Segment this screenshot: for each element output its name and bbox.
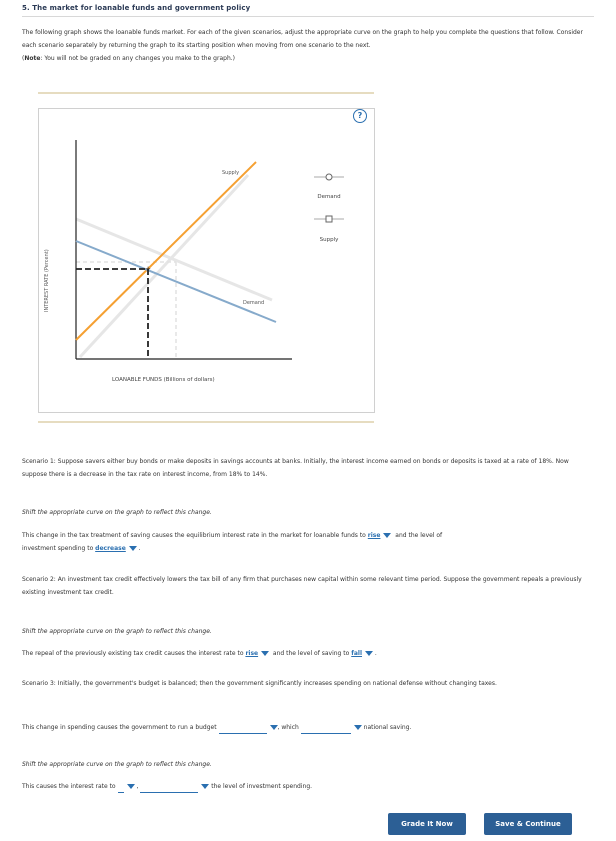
- s3-q1-part1: This change in spending causes the government to run a budget: [22, 724, 217, 731]
- scenario1-instruction: Shift the appropriate curve on the graph to reflect this change.: [22, 509, 212, 516]
- s1-investment-dropdown[interactable]: decrease: [95, 545, 126, 552]
- s3-q2-part1: This causes the interest rate to: [22, 783, 116, 790]
- scenario2-instruction: Shift the appropriate curve on the graph to reflect this change.: [22, 628, 212, 635]
- note-text: You will not be graded on any changes you make to the graph.: [44, 55, 233, 62]
- s3-q1-part2: , which: [277, 724, 299, 731]
- chevron-down-icon[interactable]: [127, 784, 135, 789]
- supply-shadow-line: [80, 175, 248, 357]
- scenario3-question1: [22, 721, 594, 734]
- circle-marker-icon[interactable]: [326, 174, 332, 180]
- note-label: Note: [24, 55, 41, 62]
- s3-q1-part3: national saving.: [363, 724, 412, 731]
- demand-shadow-line: [76, 219, 272, 300]
- help-icon[interactable]: ?: [353, 109, 367, 123]
- grade-it-now-button[interactable]: Grade It Now: [388, 813, 466, 835]
- s3-rate-dropdown[interactable]: [118, 784, 124, 793]
- square-marker-icon[interactable]: [326, 216, 332, 222]
- chevron-down-icon[interactable]: [261, 651, 269, 656]
- s1-q-part2: and the level of: [395, 532, 443, 539]
- scenario1-text: Scenario 1: Suppose savers either buy bonds or make deposits in savings accounts at banks. Initially, the interest income earned on bonds or deposits is taxed at a rate of 18%. Now suppose there is a decrease in the tax rate on interest income, from 18% to 14%.: [22, 458, 569, 478]
- s3-budget-dropdown[interactable]: [219, 725, 267, 734]
- save-and-continue-button[interactable]: Save & Continue: [484, 813, 572, 835]
- demand-curve-label: Demand: [243, 300, 265, 306]
- s3-saving-effect-dropdown[interactable]: [301, 725, 351, 734]
- scenario3-instruction: Shift the appropriate curve on the graph to reflect this change.: [22, 761, 212, 768]
- equilibrium-marker[interactable]: +: [145, 265, 151, 273]
- chevron-down-icon[interactable]: [354, 725, 362, 730]
- question-title: 5. The market for loanable funds and government policy: [22, 4, 251, 12]
- s2-saving-dropdown[interactable]: fall: [351, 650, 363, 657]
- intro-text: The following graph shows the loanable funds market. For each of the given scenarios, adjust the appropriate curve on the graph to help you complete the questions that follow. Consider each scenario separately by returning the graph to its starting position when moving from one scenario to the next.: [22, 29, 583, 49]
- s1-q-part3: investment spending to: [22, 545, 94, 552]
- supply-curve-label: Supply: [222, 170, 240, 176]
- scenario2-question: The repeal of the previously existing tax credit causes the interest rate to rise and the level of saving to fall .: [22, 650, 377, 657]
- chevron-down-icon[interactable]: [129, 546, 137, 551]
- chevron-down-icon[interactable]: [383, 533, 391, 538]
- scenario1-question: This change in the tax treatment of saving causes the equilibrium interest rate in the market for loanable funds to rise and the level of investment spending to decrease .: [22, 532, 443, 552]
- x-axis-label: LOANABLE FUNDS (Billions of dollars): [112, 377, 215, 383]
- s2-q-part2: and the level of saving to: [272, 650, 350, 657]
- s3-q2-part3: the level of investment spending.: [211, 783, 313, 790]
- chevron-down-icon[interactable]: [201, 784, 209, 789]
- scenario2-text: Scenario 2: An investment tax credit effectively lowers the tax bill of any firm that purchases new capital within some relevant time period. Suppose the government repeals a previously existing investment tax credit.: [22, 576, 582, 596]
- s1-q-part1: This change in the tax treatment of saving causes the equilibrium interest rate in the market for loanable funds to: [22, 532, 366, 539]
- s1-rate-dropdown[interactable]: rise: [367, 532, 381, 539]
- chevron-down-icon[interactable]: [270, 725, 278, 730]
- legend-demand-label: Demand: [317, 194, 341, 200]
- s2-q-part1: The repeal of the previously existing tax credit causes the interest rate to: [22, 650, 244, 657]
- intro-paragraph: The following graph shows the loanable funds market. For each of the given scenarios, adjust the appropriate curve on the graph to help you complete the questions that follow. Consider each scenario separately by returning the graph to its starting position when moving from one scenario to the next. (Note: You will not be graded on any changes you make to the graph.): [22, 29, 583, 62]
- y-axis-label: INTEREST RATE (Percent): [44, 249, 50, 312]
- scenario3-text: Scenario 3: Initially, the government's budget is balanced; then the government significantly increases spending on national defense without changing taxes.: [22, 680, 497, 687]
- s3-q2-part2: ,: [136, 783, 139, 790]
- scenario3-question2: [22, 780, 594, 793]
- s2-rate-dropdown[interactable]: rise: [245, 650, 259, 657]
- legend-supply-label: Supply: [319, 237, 339, 243]
- s3-investment-dropdown[interactable]: [140, 784, 198, 793]
- chevron-down-icon[interactable]: [365, 651, 373, 656]
